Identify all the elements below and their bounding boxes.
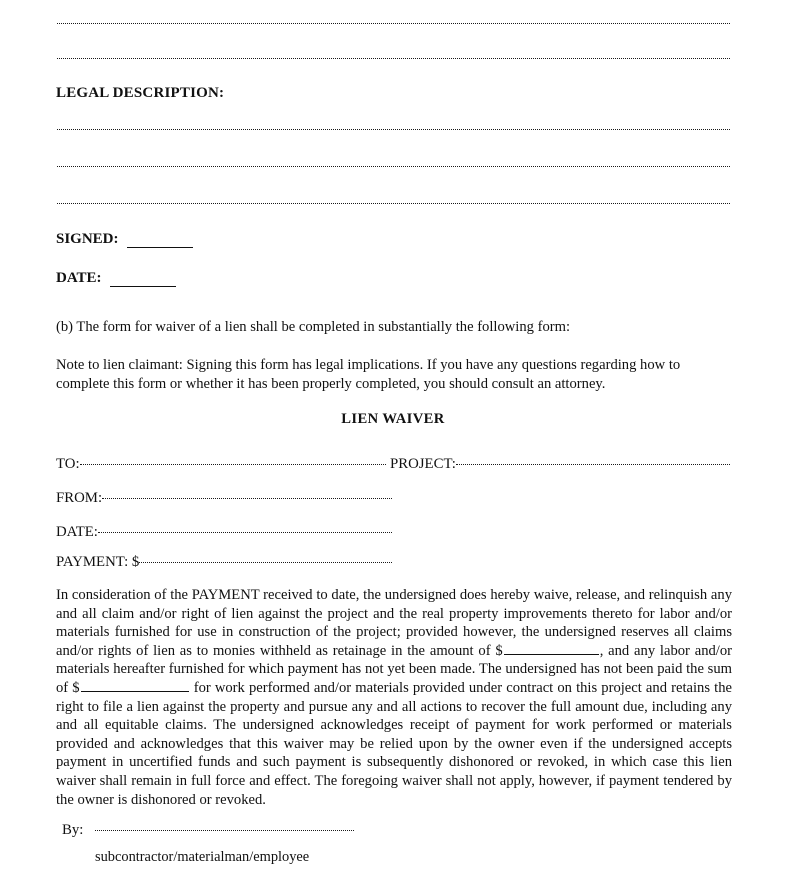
- legal-description-line[interactable]: [57, 128, 730, 130]
- waiver-date-field-row[interactable]: [56, 524, 392, 541]
- waiver-date-label: DATE:: [56, 524, 98, 540]
- waiver-body-part2: , and any labor and/or materials hereafter furnished for which payment has not yet been made. The undersigned has not been paid the sum of $: [56, 642, 733, 696]
- date-label: DATE:: [56, 270, 102, 286]
- legal-description-line[interactable]: [57, 165, 730, 167]
- by-signature-row[interactable]: [62, 822, 354, 839]
- waiver-date-input-leader[interactable]: [98, 532, 392, 533]
- to-label: TO:: [56, 456, 80, 472]
- date-field-row[interactable]: [56, 270, 176, 287]
- legal-description-line[interactable]: [57, 202, 730, 204]
- blank-write-in-line[interactable]: [57, 57, 730, 59]
- from-label: FROM:: [56, 490, 103, 506]
- lien-waiver-title: LIEN WAIVER: [341, 411, 445, 427]
- signature-caption: subcontractor/materialman/employee: [95, 849, 310, 865]
- retainage-amount-blank[interactable]: [504, 642, 599, 655]
- from-field-row[interactable]: [56, 490, 392, 507]
- by-label: By:: [62, 822, 84, 838]
- to-input-leader[interactable]: [80, 464, 386, 465]
- project-input-leader[interactable]: [456, 464, 730, 465]
- unpaid-sum-blank[interactable]: [81, 679, 189, 692]
- payment-field-row[interactable]: [56, 554, 392, 571]
- payment-label: PAYMENT: $: [56, 554, 140, 570]
- from-input-leader[interactable]: [102, 498, 392, 499]
- signed-blank[interactable]: [127, 234, 193, 248]
- date-blank[interactable]: [110, 273, 176, 287]
- to-field-row[interactable]: [56, 456, 386, 473]
- signed-label: SIGNED:: [56, 231, 119, 247]
- blank-write-in-line[interactable]: [57, 22, 730, 24]
- waiver-body-part1: In consideration of the PAYMENT received to date, the undersigned does hereby waive, release, and relinquish any and all claim and/or right of lien against the project and the real property improvements thereto for labor and/or materials furnished for use in construction of the project; provided however, the undersigned reserves all claims and/or rights of lien as to monies withheld as retainage in the amount of $: [56, 587, 732, 659]
- legal-description-heading: LEGAL DESCRIPTION:: [56, 85, 225, 101]
- project-field-row[interactable]: [390, 456, 730, 473]
- project-label: PROJECT:: [390, 456, 456, 472]
- clause-b-paragraph: (b) The form for waiver of a lien shall be completed in substantially the following form:: [56, 319, 571, 335]
- payment-input-leader[interactable]: [139, 562, 392, 563]
- by-signature-leader[interactable]: [95, 830, 354, 831]
- waiver-body-part3: for work performed and/or materials provided under contract on this project and retains the right to file a lien against the property and pursue any and all actions to recover the full amount due, including any and all equitable claims. The undersigned acknowledges receipt of payment for work performed or materials provided and acknowledges that this waiver may be relied upon by the owner even if the undersigned accepts payment in uncertified funds and such payment is subsequently dishonored or revoked, in which case this lien waiver shall remain in full force and effect. The foregoing waiver shall not apply, however, if payment tendered by the owner is dishonored or revoked.: [56, 679, 732, 808]
- signed-field-row[interactable]: [56, 231, 193, 248]
- note-to-lien-claimant-paragraph: Note to lien claimant: Signing this form has legal implications. If you have any questions regarding how to complete this form or whether it has been properly completed, you should consult an attorney.: [56, 357, 681, 392]
- waiver-body-paragraph: [56, 586, 732, 809]
